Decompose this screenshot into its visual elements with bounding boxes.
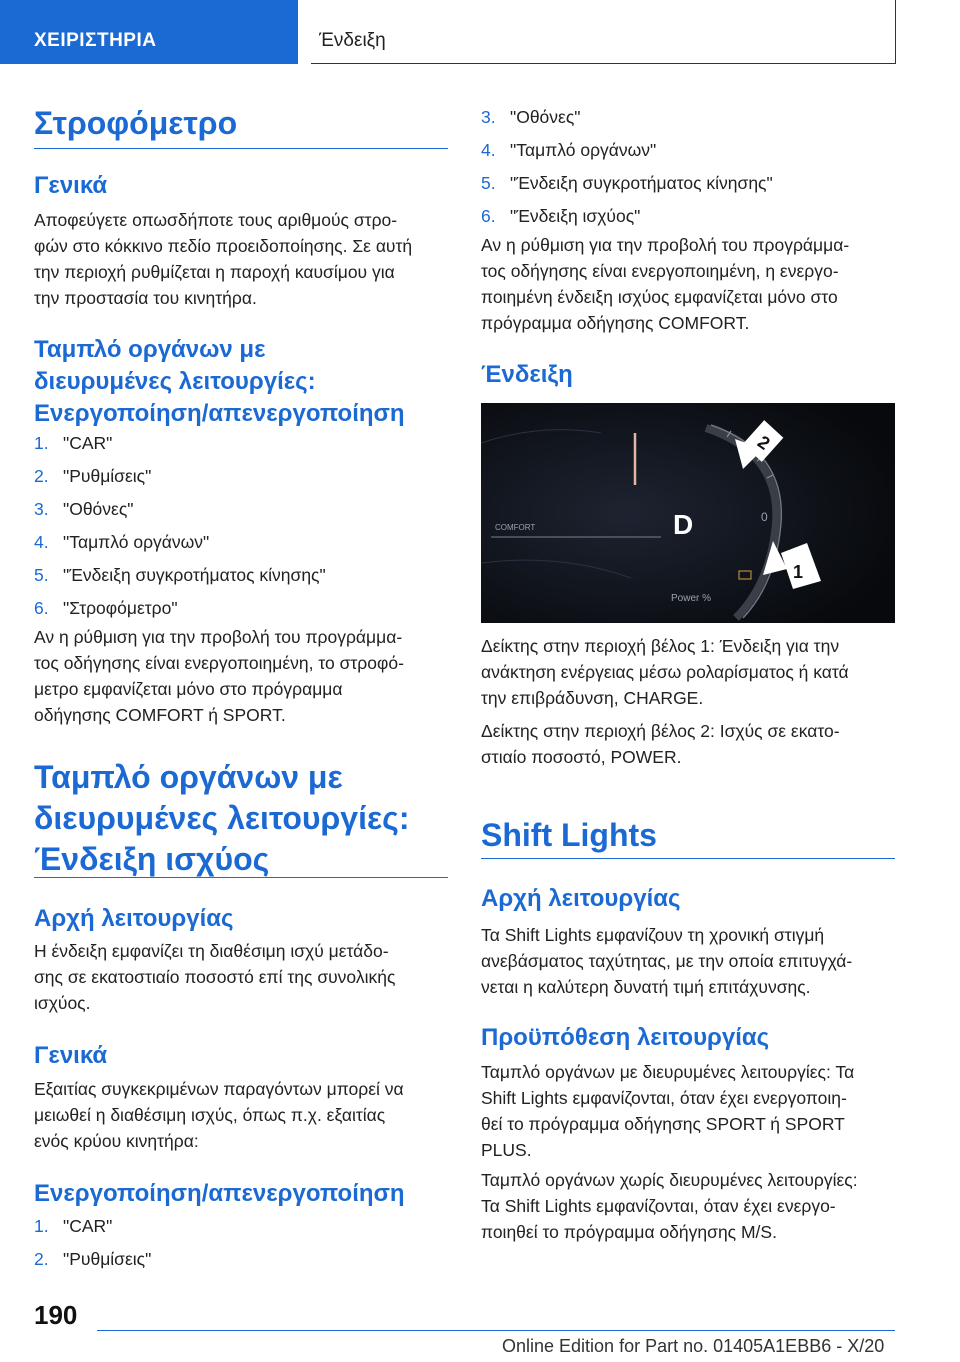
- edition-note: Online Edition for Part no. 01405A1EBB6 - X/20: [502, 1336, 885, 1356]
- shift-principle-heading: Αρχή λειτουργίας: [481, 885, 681, 912]
- right-steps: [481, 104, 895, 229]
- list-item: 5. "Ένδειξη συγκροτήματος κίνησης": [34, 565, 326, 585]
- general2-heading: Γενικά: [34, 1042, 108, 1069]
- list-item: 3. "Οθόνες": [34, 499, 134, 519]
- general2-text: Εξαιτίας συγκεκριμένων παραγόντων μπορεί να μειωθεί η διαθέσιμη ισχύς, όπως π.χ. εξαιτίας ενός κρύου κινητήρα:: [34, 1079, 404, 1151]
- activation2-heading: Ενεργοποίηση/απενεργοποίηση: [34, 1180, 405, 1207]
- arrow1-text: Δείκτης στην περιοχή βέλος 1: Ένδειξη για την ανάκτηση ενέργειας μέσω ρολαρίσματος ή κατά την επιβράδυνση, CHARGE.: [481, 636, 849, 708]
- arrow2-text: Δείκτης στην περιοχή βέλος 2: Ισχύς σε εκατο- στιαίο ποσοστό, POWER.: [481, 721, 840, 767]
- gear-indicator: D: [673, 509, 694, 540]
- power-title: Ταμπλό οργάνων με διευρυμένες λειτουργίες: Ένδειξη ισχύος: [34, 757, 448, 878]
- footer-divider: [97, 1330, 895, 1331]
- power-percent-label: Power %: [671, 593, 712, 604]
- tachometer-title: Στροφόμετρο: [34, 101, 448, 149]
- prereq-text-1: Ταμπλό οργάνων με διευρυμένες λειτουργίες: Τα Shift Lights εμφανίζονται, όταν έχει ενεργοποιη- θεί το πρόγραμμα οδήγησης SPORT ή SPORT PLUS.: [481, 1062, 855, 1160]
- activation2-steps: [34, 1213, 448, 1272]
- list-item: 1. "CAR": [34, 1216, 113, 1236]
- display-heading: Ένδειξη: [481, 361, 573, 388]
- svg-text:1: 1: [793, 562, 804, 582]
- activation-steps: [34, 430, 448, 621]
- list-item: 2. "Ρυθμίσεις": [34, 1249, 152, 1269]
- shift-principle-text: Τα Shift Lights εμφανίζουν τη χρονική στιγμή ανεβάσματος ταχύτητας, με την οποία επιτυγχά- νεται η καλύτερη δυνατή τιμή επιτάχυνσης.: [481, 925, 853, 997]
- instrument-cluster-figure: [481, 403, 895, 623]
- principle-text: Η ένδειξη εμφανίζει τη διαθέσιμη ισχύ μετάδο- σης σε εκατοστιαίο ποσοστό επί της συνολικής ισχύος.: [34, 941, 396, 1013]
- prereq-heading: Προϋπόθεση λειτουργίας: [481, 1024, 770, 1051]
- list-item: 4. "Ταμπλό οργάνων": [481, 140, 657, 160]
- list-item: 4. "Ταμπλό οργάνων": [34, 532, 210, 552]
- list-item: 5. "Ένδειξη συγκροτήματος κίνησης": [481, 173, 773, 193]
- list-item: 2. "Ρυθμίσεις": [34, 466, 152, 486]
- list-item: 6. "Στροφόμετρο": [34, 598, 178, 618]
- list-item: 6. "Ένδειξη ισχύος": [481, 206, 641, 226]
- instrument-cluster-illustration: [481, 403, 895, 623]
- page-number: 190: [34, 1300, 78, 1330]
- principle-heading: Αρχή λειτουργίας: [34, 905, 234, 932]
- mode-label: COMFORT: [495, 523, 536, 532]
- list-item: 3. "Οθόνες": [481, 107, 581, 127]
- zero-mark: 0: [761, 510, 768, 524]
- header-chapter-label: Ένδειξη: [319, 30, 386, 51]
- header-chapter-box: [311, 0, 896, 64]
- general-heading: Γενικά: [34, 172, 108, 199]
- prereq-text-2: Ταμπλό οργάνων χωρίς διευρυμένες λειτουργίες: Τα Shift Lights εμφανίζονται, όταν έχει ενεργο- ποιηθεί το πρόγραμμα οδήγησης M/S.: [481, 1170, 858, 1242]
- right-activation-text: Αν η ρύθμιση για την προβολή του προγράμμα- τος οδήγησης είναι ενεργοποιημένη, η ενεργο- ποιημένη ένδειξη ισχύος εμφανίζεται μόνο στο πρόγραμμα οδήγησης COMFORT.: [481, 235, 850, 333]
- header-section-tab: [0, 0, 298, 64]
- general-text: Αποφεύγετε οπωσδήποτε τους αριθμούς στρο- φών στο κόκκινο πεδίο προειδοποίησης. Σε αυτή την περιοχή ρυθμίζεται η παροχή καυσίμου για την προστασία του κινητήρα.: [34, 210, 413, 308]
- svg-text:2: 2: [753, 431, 774, 454]
- activation-text: Αν η ρύθμιση για την προβολή του προγράμμα- τος οδήγησης είναι ενεργοποιημένη, το στροφό- μετρο εμφανίζεται μόνο στο πρόγραμμα οδήγησης COMFORT ή SPORT.: [34, 627, 404, 725]
- shift-lights-title: Shift Lights: [481, 813, 895, 859]
- activation-heading: Ταμπλό οργάνων με διευρυμένες λειτουργίες: Ενεργοποίηση/απενεργοποίηση: [34, 336, 405, 427]
- list-item: 1. "CAR": [34, 433, 113, 453]
- header-section-label: ΧΕΙΡΙΣΤΗΡΙΑ: [34, 30, 157, 51]
